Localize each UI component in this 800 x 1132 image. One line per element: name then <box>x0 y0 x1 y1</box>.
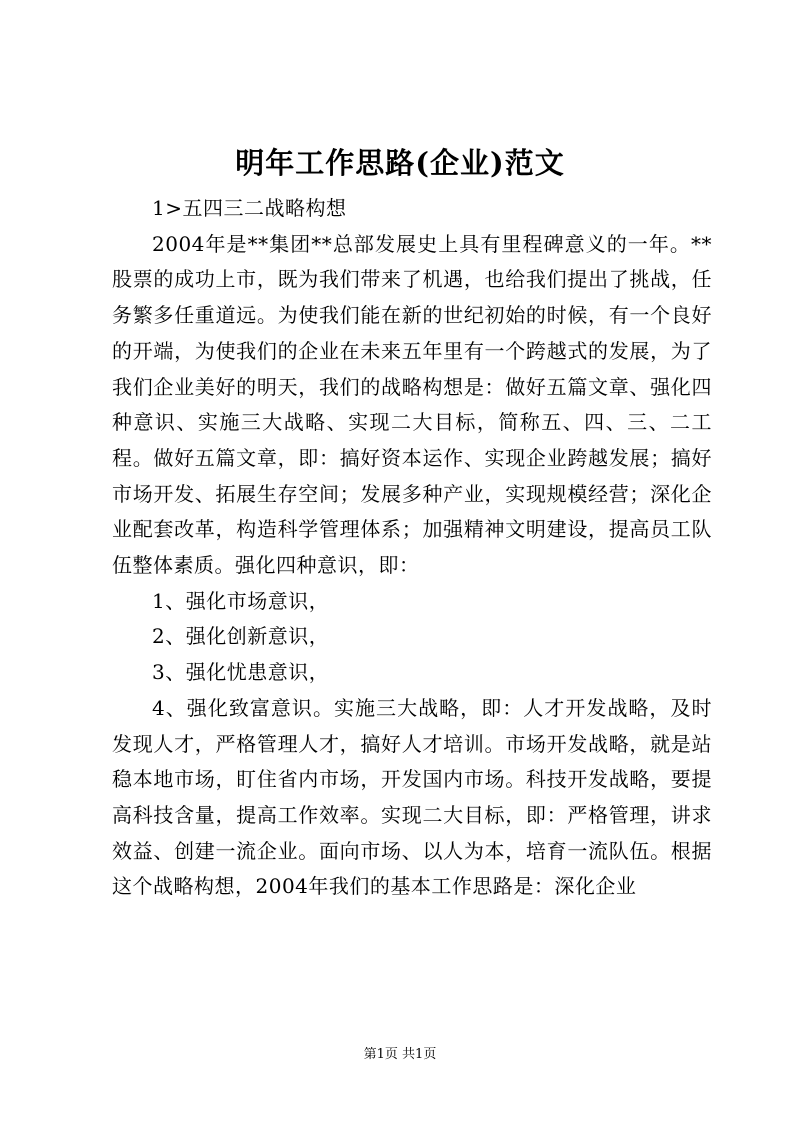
document-title: 明年工作思路(企业)范文 <box>235 146 565 180</box>
list-item: 3、强化忧患意识， <box>152 660 330 685</box>
section-heading: 1>五四三二战略构想 <box>152 196 347 220</box>
body-paragraph: 4、强化致富意识。实施三大战略，即：人才开发战略，及时发现人才，严格管理人才，搞好人才培训。市场开发战略，就是站稳本地市场，盯住省内市场，开发国内市场。科技开发战略，要提高科技含量，提高工作效率。实现二大目标，即：严格管理，讲求效益、创建一流企业。面向市场、以人为本，培育一流队伍。根据这个战略构想，2004年我们的基本工作思路是：深化企业 <box>112 695 712 899</box>
page-footer: 第1页 共1页 <box>363 1047 437 1062</box>
document-body <box>112 191 712 905</box>
body-paragraph: 2004年是**集团**总部发展史上具有里程碑意义的一年。**股票的成功上市，既为我们带来了机遇，也给我们提出了挑战，任务繁多任重道远。为使我们能在新的世纪初始的时候，有一个良好的开端，为使我们的企业在未来五年里有一个跨越式的发展，为了我们企业美好的明天，我们的战略构想是：做好五篇文章、强化四种意识、实施三大战略、实现二大目标，简称五、四、三、二工程。做好五篇文章，即：搞好资本运作、实现企业跨越发展；搞好市场开发、拓展生存空间；发展多种产业，实现规模经营；深化企业配套改革，构造科学管理体系；加强精神文明建设，提高员工队伍整体素质。强化四种意识，即： <box>112 231 712 578</box>
list-item: 2、强化创新意识， <box>152 624 330 649</box>
list-item: 1、强化市场意识， <box>152 588 330 613</box>
